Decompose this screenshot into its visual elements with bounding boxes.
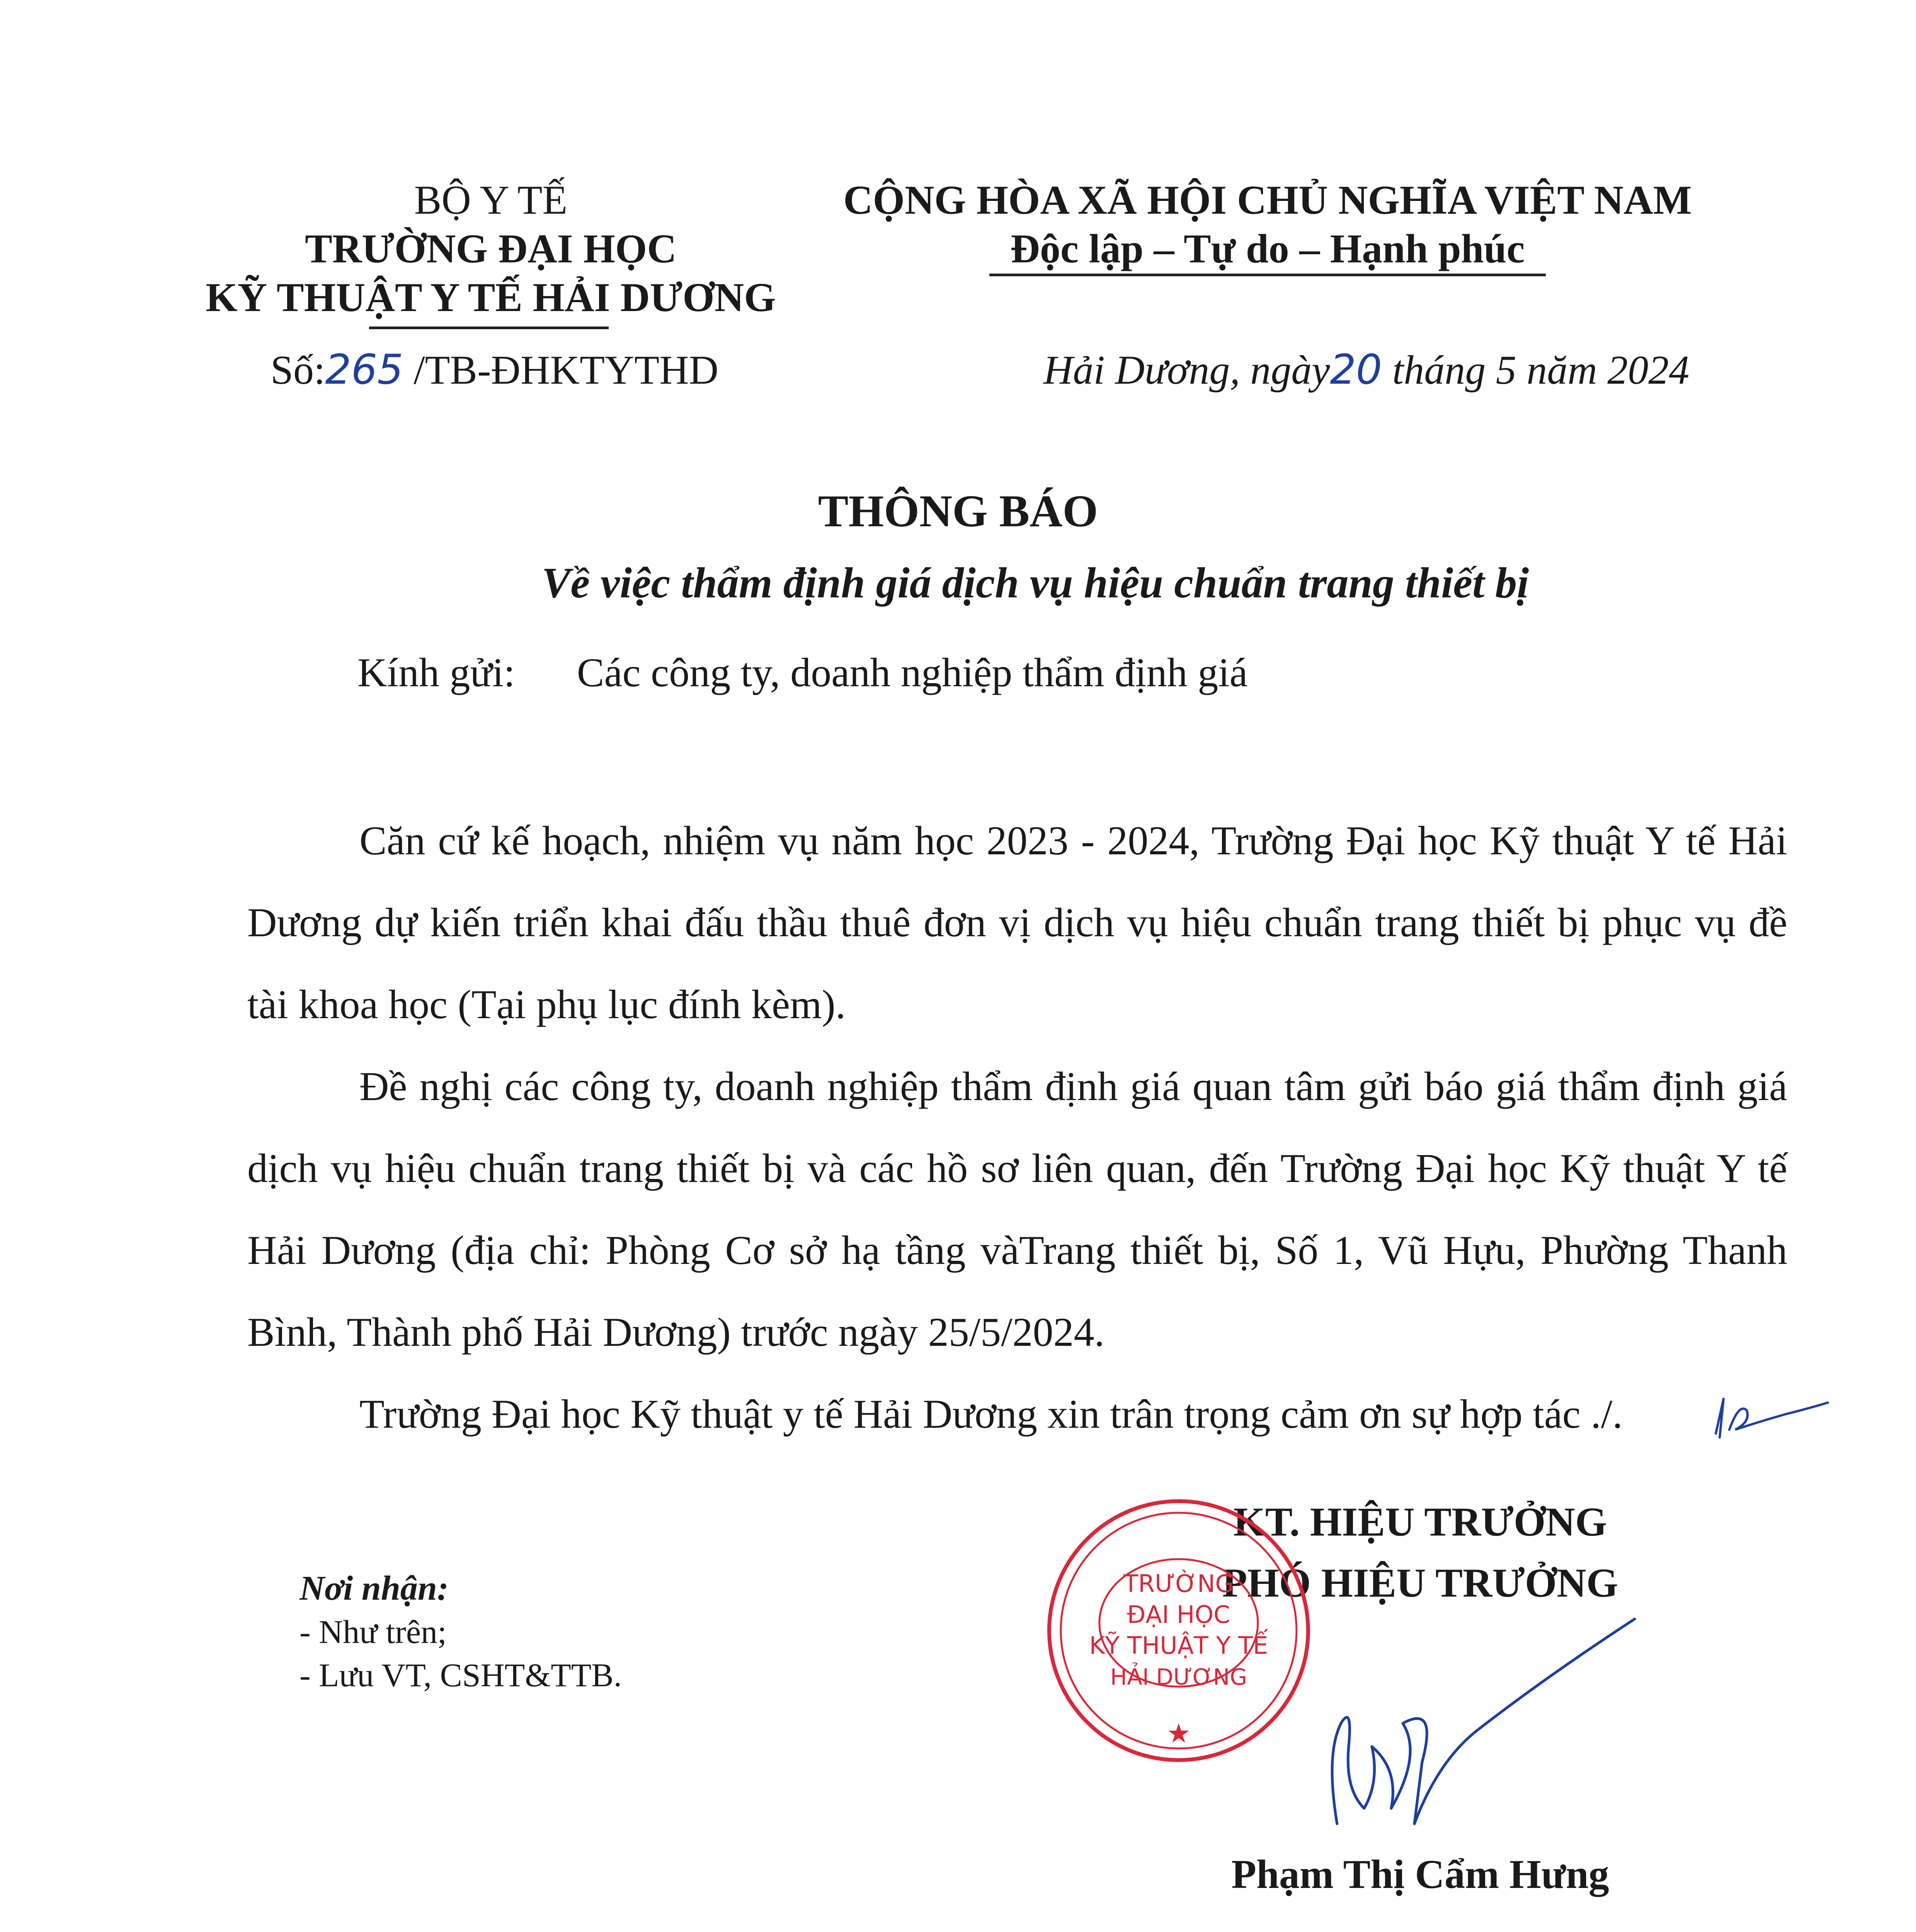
receivers-label: Nơi nhận: <box>299 1569 449 1607</box>
national-motto: Độc lập – Tự do – Hạnh phúc <box>1010 226 1525 271</box>
national-header <box>827 176 1708 273</box>
document-number-handwritten: 265 <box>325 346 403 393</box>
seal-text-line4: HẢI DƯƠNG <box>1110 1664 1247 1690</box>
receiver-item-2: - Lưu VT, CSHT&TTB. <box>299 1656 622 1694</box>
seal-star-icon: ★ <box>1166 1718 1191 1749</box>
handwritten-signature <box>1275 1607 1642 1839</box>
issuer-underline <box>369 327 609 329</box>
recipient-label: Kính gửi: <box>357 650 515 695</box>
body-paragraph-3: Trường Đại học Kỹ thuật y tế Hải Dương xin trân trọng cảm ơn sự hợp tác ./. <box>359 1391 1623 1437</box>
date-day-handwritten: 20 <box>1330 346 1382 393</box>
body-paragraph-1: Căn cứ kế hoạch, nhiệm vụ năm học 2023 - 2024, Trường Đại học Kỹ thuật Y tế Hải Dương dự kiến triển khai đấu thầu thuê đơn vị dịch vụ hiệu chuẩn trang thiết bị phục vụ đề tài khoa học (Tại phụ lục đính kèm). <box>247 818 1787 1027</box>
document-number <box>271 346 718 394</box>
issuer-header <box>185 176 796 322</box>
seal-text-line2: ĐẠI HỌC <box>1127 1600 1230 1629</box>
place-and-date <box>1043 346 1689 394</box>
recipient-value: Các công ty, doanh nghiệp thẩm định giá <box>577 650 1248 695</box>
body-paragraph-2: Đề nghị các công ty, doanh nghiệp thẩm định giá quan tâm gửi báo giá thẩm định giá dịch vụ hiệu chuẩn trang thiết bị và các hồ sơ liên quan, đến Trường Đại học Kỹ thuật Y tế Hải Dương (địa chỉ: Phòng Cơ sở hạ tầng vàTrang thiết bị, Số 1, Vũ Hựu, Phường Thanh Bình, Thành phố Hải Dương) trước ngày 25/5/2024. <box>247 1064 1787 1355</box>
receivers-block <box>299 1567 622 1697</box>
recipient-line <box>357 649 1248 696</box>
school-name-line1: TRƯỜNG ĐẠI HỌC <box>305 226 677 271</box>
date-suffix: tháng 5 năm 2024 <box>1392 347 1690 393</box>
document-subtitle: Về việc thẩm định giá dịch vụ hiệu chuẩn trang thiết bị <box>541 559 1529 607</box>
signature-title-line2: PHÓ HIỆU TRƯỞNG <box>1222 1560 1618 1605</box>
signer-name: Phạm Thị Cẩm Hưng <box>1231 1852 1609 1897</box>
ministry-name: BỘ Y TẾ <box>414 177 568 223</box>
document-number-suffix: /TB-ĐHKTYTHD <box>413 347 719 393</box>
document-title: THÔNG BÁO <box>818 486 1098 536</box>
initial-signature-mark <box>1708 1387 1832 1445</box>
seal-text-line1: TRƯỜNG <box>1123 1570 1234 1598</box>
seal-text-line3: KỸ THUẬT Y TẾ <box>1089 1631 1268 1660</box>
signature-title-line1: KT. HIỆU TRƯỞNG <box>1233 1499 1607 1544</box>
school-name-line2: KỸ THUẬT Y TẾ HẢI DƯƠNG <box>206 275 776 320</box>
official-seal-stamp <box>1043 1495 1314 1766</box>
motto-underline <box>989 274 1546 276</box>
document-number-prefix: Số: <box>271 347 325 393</box>
receiver-item-1: - Như trên; <box>299 1613 447 1650</box>
date-prefix: Hải Dương, ngày <box>1043 347 1330 393</box>
country-name: CỘNG HÒA XÃ HỘI CHỦ NGHĨA VIỆT NAM <box>843 177 1692 223</box>
document-body <box>247 800 1787 1455</box>
